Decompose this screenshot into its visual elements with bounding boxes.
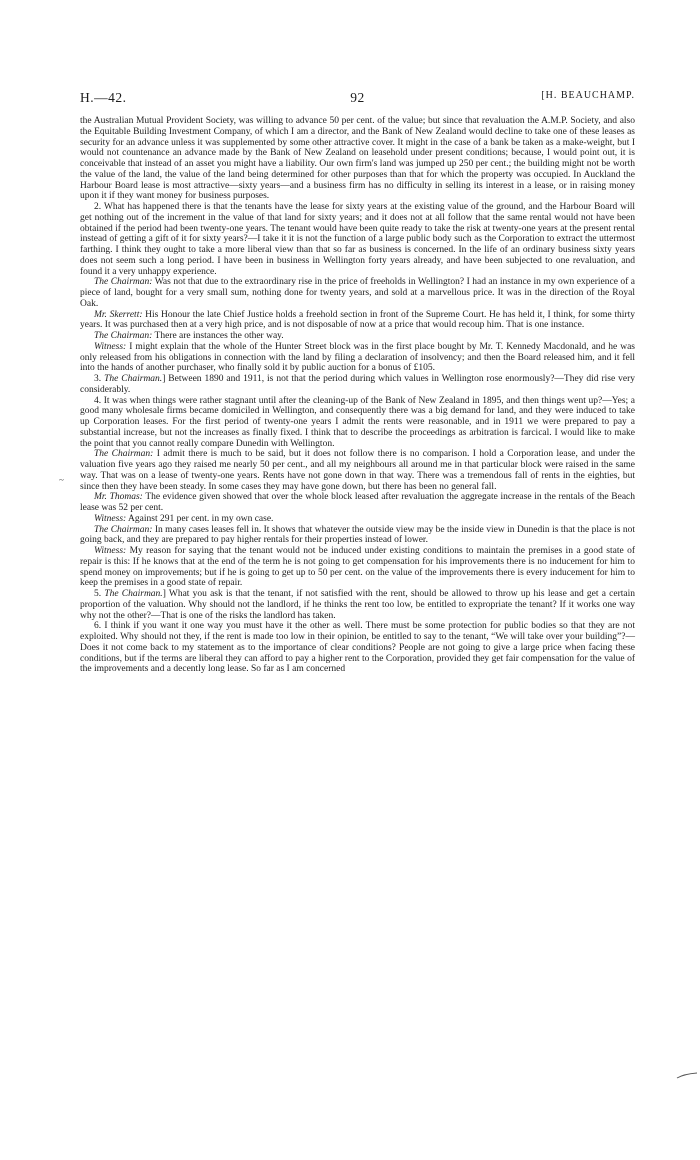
speaker-label: Mr. Thomas: [94,492,143,503]
paragraph [80,310,635,332]
speaker-label: The Chairman. [104,374,163,384]
page-number: 92 [350,90,365,105]
paragraph-text: Against 291 per cent. in my own case. [126,513,274,524]
paragraph-text: There are instances the other way. [152,331,284,341]
speaker-label: The Chairman: [94,524,153,535]
paragraph [80,277,635,309]
witness-name-header: [H. BEAUCHAMP. [541,90,635,101]
paragraph-text: In many cases leases fell in. It shows that whatever the outside view may be the inside view in Dunedin is that the place is not going back, and they are prepared to pay higher rentals for their properties instead of lower. [80,524,635,546]
paragraph-text: ] Between 1890 and 1911, is not that the period during which values in Wellington rose enormously?—They did rise very considerably. [80,374,635,395]
paragraph-text: Was not that due to the extraordinary rise in the price of freeholds in Wellington? I had an instance in my own experience of a piece of land, bought for a very small sum, nothing done for twenty years, and sold at a marvellous price. It was in the direction of the Royal Oak. [80,277,635,309]
paragraph [80,396,635,450]
paragraph [80,202,635,277]
paragraph [80,514,635,525]
paragraph-text: the Australian Mutual Provident Society, was willing to advance 50 per cent. of the value; but since that revaluation the A.M.P. Society, and also the Equitable Building Investment Company, of which I am a director, and the Bank of New Zealand would decline to take one of these leases as security for an advance unless it was supplemented by some other attractive cover. It might in the case of a bank be taken as a make-weight, but I would not countenance an advance made by the Bank of New Zealand on leasehold under present conditions; because, I would point out, it is conceivable that instead of an asset you might have a liability. Our own firm's land was jumped up 250 per cent.; the building might not be worth the value of the land, the value of the land being determined for other purposes than that for which the property was occupied. In Auckland the Harbour Board lease is most attractive—sixty years—and a business firm has no difficulty in selling its interest in a lease, or in raising money upon it if they want money for business purposes. [80,116,635,202]
paragraph [80,342,635,374]
paragraph-text: I might explain that the whole of the Hunter Street block was in the first place bought by Mr. T. Kennedy Macdonald, and he was only released from his obligations in connection with the land by filing a declaration of insolvency; and then the Board released him, and it fell into the hands of another purchaser, who finally sold it by public auction for a bonus of £105. [80,341,635,374]
paragraph-text: My reason for saying that the tenant would not be induced under existing conditions to maintain the premises in a good state of repair is this: If he knows that at the end of the term he is not going to get compensation for his improvements there is no inducement for him to spend money on improvements; but if he is going to get up to 50 per cent. on the value of the improvements there is every inducement for him to keep the premises in a good state of repair. [80,546,635,589]
speaker-label: Witness: [94,513,127,524]
speaker-label: The Chairman: [94,331,153,341]
paragraph [80,116,635,202]
paragraph [80,449,635,492]
paragraph-text: 2. What has happened there is that the tenants have the lease for sixty years at the existing value of the ground, and the Harbour Board will get nothing out of the increment in the value of that land for sixty years; and it does not at all follow that the same rental would not have been obtained if the period had been twenty-one years. The tenant would have been quite ready to take the risk at twenty-one years at the present rental instead of getting a gift of it for sixty years?—I take it it is not the function of a large public body such as the Corporation to extract the uttermost farthing. I think they ought to take a more liberal view than that so far as business is concerned. In the life of an ordinary business sixty years does not seem such a long period. I have been in business in Wellington forty years already, and have been subjected to one revaluation, and found it a very unhappy experience. [80,202,635,277]
paragraph-text: His Honour the late Chief Justice holds a freehold section in front of the Supreme Court. He has held it, I think, for some thirty years. It was purchased then at a very high price, and is not disposable of now at a price that would recoup him. That is one instance. [80,309,635,331]
pen-mark-icon [676,1072,698,1080]
page-header [80,90,635,108]
document-reference: H.—42. [80,90,127,105]
paragraph [80,589,635,621]
speaker-label: The Chairman: [94,449,154,460]
paragraph [80,492,635,514]
paragraph-text: I admit there is much to be said, but it does not follow there is no comparison. I hold a Corporation lease, and under the valuation five years ago they raised me nearly 50 per cent., and all my neighbours all around me in that particular block were raised in the same way. That was on a lease of twenty-one years. Rents have not gone down in that way. There was a tremendous fall of rents in the eighties, but since then they have been steady. In some cases they may have gone down, but there has been no general fall. [80,449,635,492]
page-body [80,116,635,675]
speaker-label: The Chairman. [104,589,163,599]
paragraph-text: 6. I think if you want it one way you must have it the other as well. There must be some protection for public bodies so that they are not exploited. Why should not they, if the rent is made too low in their opinion, be entitled to say to the tenant, “We will take over your building”?—Does it not come back to my statement as to the importance of clear conditions? People are not going to give a large price when facing these conditions, but if the terms are liberal they can afford to pay a higher rent to the Corporation, provided they get fair compensation for the value of the improvements and a decently long lease. So far as I am concerned [80,621,635,675]
paragraph [80,331,635,342]
paragraph [80,374,635,396]
question-number: 5. [94,589,105,599]
speaker-label: Mr. Skerrett: [94,309,143,320]
paragraph [80,621,635,675]
question-number: 3. [94,374,105,384]
paragraph [80,525,635,547]
speaker-label: Witness: [94,341,127,352]
paragraph-text: 4. It was when things were rather stagnant until after the cleaning-up of the Bank of New Zealand in 1895, and then things went up?—Yes; a good many wholesale firms became domiciled in Wellington, and consequently there was a big demand for land, and they were induced to take up Corporation leases. For the first period of twenty-one years I admit the rents were reasonable, and in 1911 we were prepared to pay a substantial increase, but not the increases as finally fixed. I think that to describe the proceedings as arbitration is farcical. I would like to make the point that you cannot really compare Dunedin with Wellington. [80,395,635,449]
margin-mark: ~ [59,475,64,485]
paragraph-text: ] What you ask is that the tenant, if not satisfied with the rent, should be allowed to throw up his lease and get a certain proportion of the valuation. Why should not the landlord, if he thinks the rent too low, be entitled to expropriate the tenant? If it works one way why not the other?—That is one of the risks the landlord has taken. [80,589,635,621]
paragraph [80,546,635,589]
speaker-label: Witness: [94,546,127,556]
speaker-label: The Chairman: [94,277,153,288]
paragraph-text: The evidence given showed that over the whole block leased after revaluation the aggregate increase in the rentals of the Beach lease was 52 per cent. [80,492,636,513]
